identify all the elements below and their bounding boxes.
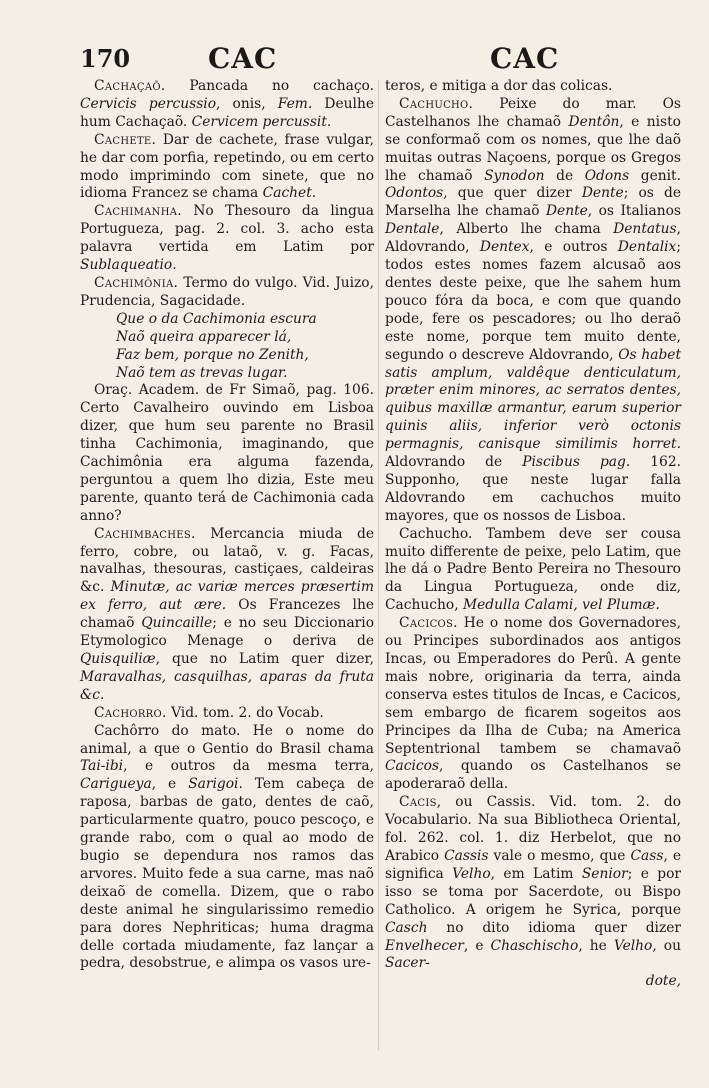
entry-cacis — [385, 794, 681, 973]
entry-cachete — [80, 132, 374, 204]
entry-term: Dentalix — [617, 239, 677, 256]
entry-term: Dentex — [479, 239, 530, 256]
column-divider — [378, 80, 379, 1050]
entry-term: Velho — [613, 937, 653, 954]
entry-text: ; e no seu Diccionario Etymologico Menage o deriva de — [80, 615, 374, 650]
entry-term: Chaschischo — [490, 937, 579, 954]
entry-text: , ou — [652, 937, 681, 954]
entry-text: Peixe do mar. Os Castelhanos lhe chamaõ — [385, 95, 681, 130]
entry-latin: Quisquiliæ — [80, 651, 156, 667]
entry-term: Cacicos — [385, 758, 440, 775]
entry-text: , e outros da mesma terra, — [123, 758, 374, 775]
entry-text: Aldovrando de — [385, 454, 523, 471]
entry-text: Os Francezes lhe chamaõ — [80, 597, 375, 632]
entry-latin: Sublaqueatio — [80, 257, 173, 274]
entry-latin: Cervicem percussit — [191, 113, 327, 130]
entry-headword: Cacicos. — [399, 615, 458, 632]
entry-term: Envelhecer — [385, 937, 464, 954]
verse-line: Naõ queira apparecer lá, — [116, 328, 292, 345]
entry-headword: Cachimanha. — [94, 203, 182, 220]
entry-text: , e — [151, 776, 189, 793]
catchword — [385, 973, 681, 991]
entry-text: ; todos estes nomes fazem alcusaõ aos dentes deste peixe, que lhe sahem hum pouco fóra da boca, e com que quando pode, fere os pescadores; ou lho deraõ este nome, porque tem muito dente, segundo o descreve Aldovrando, — [385, 239, 681, 363]
entry-term: Casch — [385, 919, 428, 936]
entry-text: , em Latim — [490, 865, 582, 882]
entry-cachacao — [80, 78, 374, 132]
entry-source: Piscibus pag. — [522, 454, 631, 471]
entry-cachucho — [385, 96, 681, 526]
entry-text: Cachucho. Tambem deve ser cousa muito differente de peixe, pelo Latim, que lhe dá o Padre Bento Pereira no Thesouro da Lingua Portugueza, onde diz, Cachucho, — [385, 525, 681, 614]
entry-term: Dente — [545, 203, 588, 220]
entry-latin: Minutæ, ac variæ merces præsertim ex ferro, aut ære. — [80, 579, 374, 614]
entry-headword: Cachimbaches. — [94, 525, 196, 542]
entry-gender: Fem. — [277, 95, 313, 112]
entry-text: . — [172, 257, 177, 274]
entry-text: , que no Latim quer dizer, — [155, 651, 374, 667]
entry-cachimonia — [80, 275, 374, 311]
entry-text: , quando os Castelhanos se apoderaraõ della. — [385, 758, 681, 793]
entry-citation: Oraç. Academ. de Fr Simaõ, pag. 106. Certo Cavalheiro ouvindo em Lisboa dizer, que hum seu parente no Brasil tinha Cachimonia, imaginando, que Cachimônia era alguma fazenda, perguntou a quem lho dizia, Este meu parente, quanto terá de Cachimonia cada anno? — [80, 382, 374, 524]
entry-cacicos — [385, 615, 681, 794]
running-header — [80, 40, 680, 74]
entry-text: , os Italianos — [587, 203, 681, 220]
entry-french: Cachet — [262, 185, 312, 202]
verse-line: Que o da Cachimonia escura — [116, 310, 317, 327]
entry-text: de — [544, 167, 585, 184]
left-column — [80, 78, 374, 973]
entry-text: He o nome dos Governadores, ou Principes subordinados aos antigos Incas, ou Emperadores do Perû. A gente mais nobre, originaria da terra, ainda conserva estes titulos de Incas, e Cacicos, sem embargo de ficarem sogeitos aos Principes da Ilha de Cuba; na America Septentrional tambem se chamavaõ — [385, 615, 681, 757]
entry-term: Velho — [452, 865, 491, 882]
entry-headword: Cachaçaõ. — [94, 78, 166, 94]
headword-right: CAC — [490, 42, 560, 75]
entry-cachorro — [80, 705, 374, 723]
entry-term: Dentatus — [613, 221, 677, 238]
entry-continuation: teros, e mitiga a dor das colicas. — [385, 78, 613, 94]
entry-term: Sacer- — [385, 955, 430, 972]
entry-latin: Cervicis percussio — [80, 95, 216, 112]
entry-text: , e outros — [529, 239, 618, 256]
entry-text: Pancada no cachaço. — [165, 78, 374, 94]
entry-text: 162. Supponho, que neste lugar falla Aldovrando em cachuchos muito mayores, que os nossos de Lisboa. — [385, 454, 681, 524]
entry-text: , e significa — [385, 847, 682, 882]
page-number: 170 — [80, 44, 131, 73]
entry-term: Dentôn — [568, 113, 620, 130]
entry-headword: Cachimônia. — [94, 274, 179, 291]
headword-left: CAC — [208, 42, 278, 75]
entry-gloss: Maravalhas, casquilhas, aparas da fruta &c. — [80, 668, 374, 703]
entry-cachucho-tambem — [385, 526, 681, 616]
entry-text: , que quer dizer — [443, 185, 582, 202]
entry-text: . — [311, 185, 317, 202]
entry-headword: Cachete. — [94, 131, 157, 148]
entry-text: Vid. tom. 2. do Vocab. — [166, 704, 324, 721]
entry-text: . — [326, 113, 332, 130]
catchword-text: dote, — [645, 973, 681, 990]
entry-headword: Cachorro. — [94, 704, 167, 721]
entry-text: no dito idioma quer dizer — [427, 919, 681, 936]
entry-term: Senior — [581, 865, 628, 882]
verse-line: Naõ tem as trevas lugar. — [116, 364, 288, 381]
entry-headword: Cacis — [399, 794, 437, 811]
entry-term: Cass — [630, 847, 664, 864]
entry-term: Synodon — [484, 167, 545, 184]
entry-text: Mercancia miuda de ferro, cobre, ou lataõ, v. g. Facas, navalhas, thesouras, castiçaes, caldeiras &c. — [80, 525, 374, 596]
entry-text: , e — [463, 937, 491, 954]
entry-text: , onis, — [216, 95, 278, 112]
entry-text: vale o mesmo, que — [488, 847, 631, 864]
entry-term: Dente — [581, 185, 624, 202]
verse-line: Faz bem, porque no Zenith, — [116, 346, 309, 363]
entry-text: Termo do vulgo. Vid. Juizo, Prudencia, Sagacidade. — [80, 274, 374, 309]
entry-term: Dentale — [385, 221, 440, 238]
entry-text: , e nisto se conformaõ com os nomes, que lhe daõ muitas outras Naçoens, porque os Gregos lhe chamaõ — [385, 113, 681, 184]
entry-french: Quincaille — [141, 615, 213, 632]
entry-text: No Thesouro da lingua Portugueza, pag. 2. col. 3. acho esta palavra vertida em Latim por — [80, 203, 374, 256]
entry-text: . Tem cabeça de raposa, barbas de gato, dentes de caõ, particularmente quatro, pouco pescoço, e grande rabo, com o qual ao modo de bugio se dependura nos ramos das arvores. Muito fede a sua carne, mas naõ deixaõ de comella. Dizem, que o rabo deste animal he singularissimo remedio para dores Nephriticas; huma dragma delle cortada miudamente, faz lançar a pedra, desobstrue, e alimpa os vasos ure- — [80, 776, 374, 972]
entry-cachimbaches — [80, 526, 374, 705]
entry-latin: Medulla Calami, vel Plumæ. — [462, 597, 660, 614]
entry-text: , ou Cassis. Vid. tom. 2. do Vocabulario. Na sua Bibliotheca Oriental, fol. 262. col. 1. diz Herbelot, que no Arabico — [385, 794, 681, 864]
entry-text: ; os de Marselha lhe chamaõ — [385, 185, 681, 220]
entry-text: ; e por isso se toma por Sacerdote, ou Bispo Catholico. A origem he Syrica, porque — [385, 865, 682, 918]
entry-text: , he — [578, 937, 614, 954]
entry-term: Cassis — [444, 847, 489, 864]
right-column — [385, 78, 681, 991]
entry-latin-quote: Os habet satis amplum, valdêque denticulatum, præter enim minores, ac serratos dentes, quibus maxillæ armantur, earum superior quinis aliis, inferior verò octonis permagnis, canisque similimis horret. — [385, 346, 681, 453]
entry-text: Cachôrro do mato. He o nome do animal, a que o Gentio do Brasil chama — [80, 722, 374, 757]
entry-text: Dar de cachete, frase vulgar, he dar com porfia, repetindo, ou em certo modo imprimindo com sinete, que no idioma Francez se chama — [80, 131, 374, 202]
entry-native-name: Tai-ibi — [80, 758, 124, 775]
entry-cachorro-do-mato — [80, 723, 374, 974]
entry-text: , Aldovrando, — [385, 221, 681, 256]
entry-term: Odons — [584, 167, 630, 184]
entry-native-name: Sarigoi — [188, 776, 239, 793]
entry-headword: Cachucho. — [399, 95, 474, 112]
entry-term: Odontos — [385, 185, 444, 202]
entry-cachimanha — [80, 203, 374, 275]
entry-native-name: Carigueya — [80, 776, 152, 793]
entry-text: genit. — [629, 167, 681, 184]
entry-text: Deulhe hum Cachaçaõ. — [80, 95, 374, 130]
entry-text: , Alberto lhe chama — [439, 221, 614, 238]
